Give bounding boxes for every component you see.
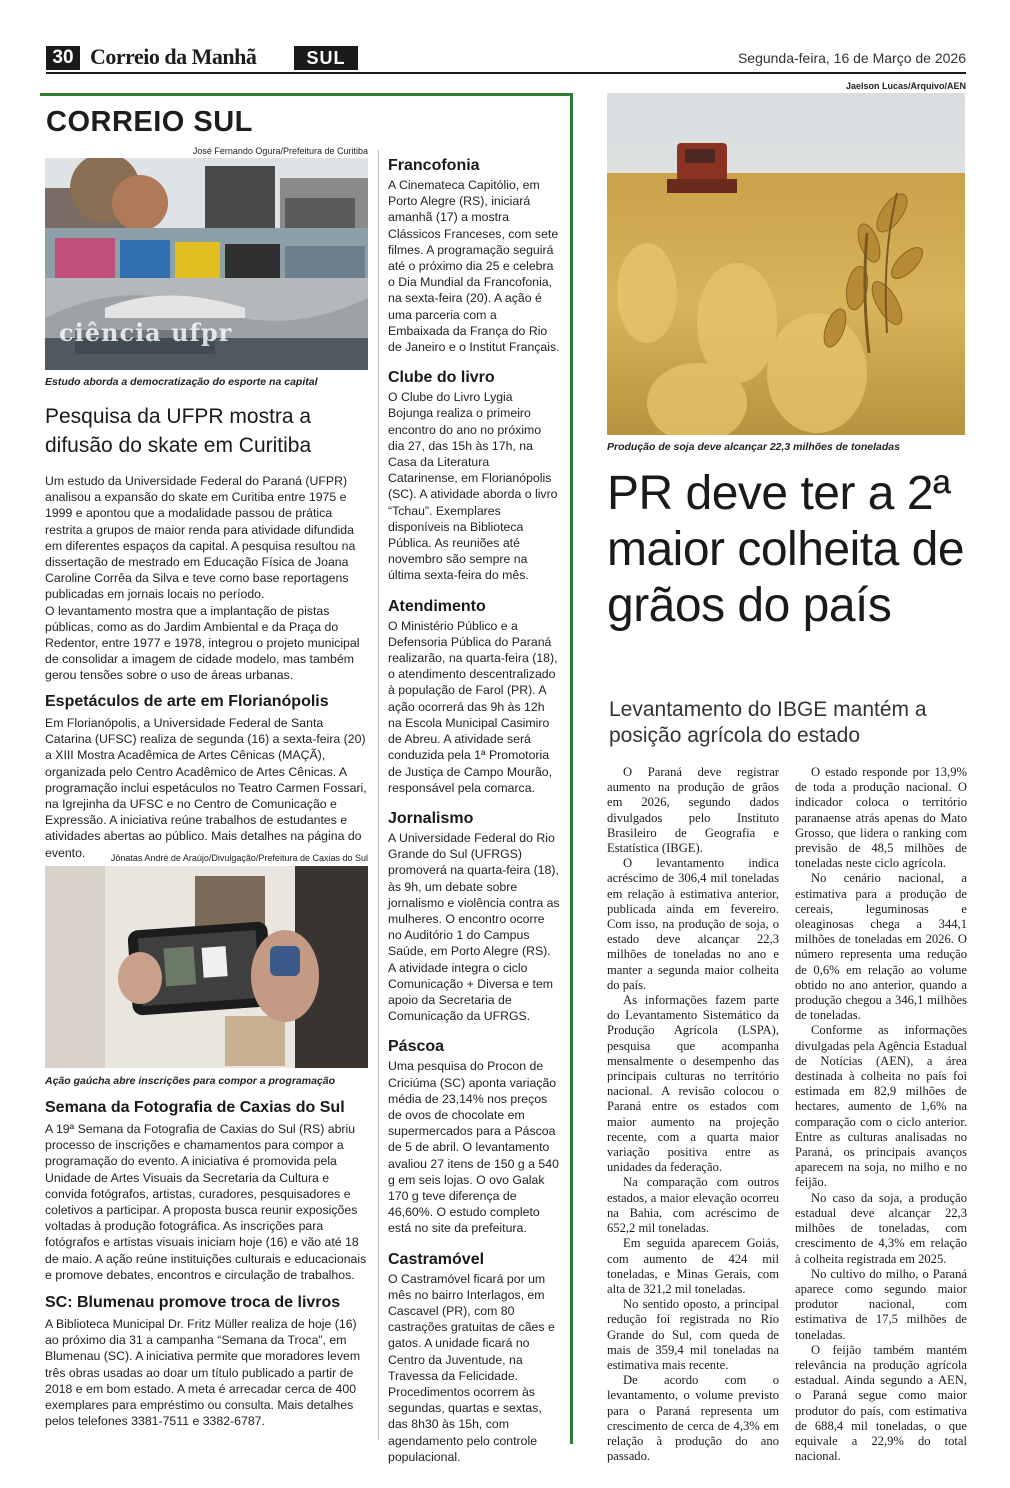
paragraph: No cultivo do milho, o Paraná aparece como segundo maior produtor nacional, com estimativa de 17,5 milhões de toneladas. [795, 1266, 967, 1342]
story-headline: Pesquisa da UFPR mostra a difusão do skate em Curitiba [45, 405, 312, 457]
paragraph: Conforme as informações divulgadas pela Agência Estadual de Notícias (AEN), a área destinada à colheita no país foi estimada em 82,9 milhões de hectares, aumento de 1,6% na comparação com o ciclo anterior. Entre as culturas analisadas no Paraná, os principais avanços aparecem na soja, no milho e no feijão. [795, 1023, 967, 1190]
issue-date: Segunda-feira, 16 de Março de 2026 [737, 50, 966, 66]
ufpr-watermark: ciência ufpr [59, 318, 233, 347]
note-title: Clube do livro [388, 369, 495, 387]
phone-photo-image [45, 866, 368, 1068]
skate-park-photo [45, 158, 368, 370]
note-body: A Universidade Federal do Rio Grande do Sul (UFRGS) promoverá na quarta-feira (18), às 9h, um debate sobre jornalismo e violência contra as mulheres. O encontro ocorre no Auditório 1 do Campus Saúde, em Porto Alegre (RS). A atividade integra o ciclo Comunicação + Diversa e tem apoio da Secretaria de Comunicação da UFRGS. [388, 830, 560, 1024]
photo-caption: Produção de soja deve alcançar 22,3 milhões de toneladas [607, 441, 900, 453]
skate-story-body [45, 473, 370, 684]
subhead: SC: Blumenau promove troca de livros [45, 1294, 341, 1311]
paragraph: Em seguida aparecem Goiás, com aumento de 424 mil toneladas, e Minas Gerais, com alta de 321,2 mil toneladas. [607, 1236, 779, 1296]
floripa-body: Em Florianópolis, a Universidade Federal de Santa Catarina (UFSC) realiza de segunda (16) a sexta-feira (20) a XIII Mostra Acadêmica de Artes Cênicas (MAÇÃ), organizada pelo Centro Acadêmico de Artes Cênicas. A programação inclui espetáculos no Teatro Carmen Fossari, na Igrejinha da UFSC e no Centro de Comunicação e Expressão. A iniciativa reúne trabalhos de estudantes e atividades abertas ao público. Mais detalhes na página do evento. [45, 716, 367, 860]
paragraph: No sentido oposto, a principal redução foi registrada no Rio Grande do Sul, com queda de mais de 359,4 mil toneladas na estimativa mais recente. [607, 1297, 779, 1372]
paragraph: De acordo com o levantamento, o volume previsto para o Paraná representa um crescimento de cerca de 4,3% em relação à produção do ano passado. [607, 1373, 779, 1464]
note-body: O Castramóvel ficará por um mês no bairro Interlagos, em Cascavel (PR), com 80 castrações gratuitas de cães e gatos. A unidade ficará no Centro da Juventude, na Travessa da Felicidade. Procedimentos ocorrem às segundas, quartas e sextas, das 8h30 às 15h, com agendamento pelo controle populacional. [388, 1271, 555, 1464]
soy-field-image [607, 93, 965, 435]
paragraph: O levantamento indica acréscimo de 306,4 mil toneladas em relação à estimativa anterior, publicada ainda em fevereiro. Com isso, na produção de soja, o estado deve alcançar 22,3 milhões de toneladas no ano e manter a segunda maior colheita do país. [607, 856, 779, 992]
paragraph: No caso da soja, a produção estadual deve alcançar 22,3 milhões de toneladas, com crescimento de 4,3% em relação à colheita registrada em 2025. [795, 1190, 967, 1266]
photo-credit: Jaelson Lucas/Arquivo/AEN [845, 81, 966, 91]
column-divider [378, 150, 379, 1440]
note-title: Atendimento [388, 597, 486, 615]
newspaper-brand: Correio da Manhã [90, 44, 257, 69]
note-title: Páscoa [388, 1038, 445, 1056]
blumenau-body: A Biblioteca Municipal Dr. Fritz Müller realiza de hoje (16) ao próximo dia 31 a campanha “Semana da Troca”, em Blumenau (SC). A iniciativa permite que moradores levem três obras usadas ao doar um título publicado a partir de 2018 e em bom estado. A meta é arrecadar cerca de 400 exemplares para empréstimo ou consulta. Mais detalhes pelos telefones 3381-7511 e 3382-6787. [45, 1317, 361, 1429]
main-deck: Levantamento do IBGE mantém a posição agrícola do estado [609, 698, 927, 747]
soy-field-photo [607, 93, 965, 435]
note-body: Uma pesquisa do Procon de Criciúma (SC) aponta variação média de 23,14% nos preços de ovos de chocolate em supermercados para a Páscoa de 5 de abril. O levantamento avaliou 27 itens de 150 g a 540 g em seis lojas. O ovo Galak 170 g teve diferença de 46,60%. O estudo completo está no site da prefeitura. [388, 1059, 559, 1236]
header-rule [46, 72, 966, 74]
note-body: O Clube do Livro Lygia Bojunga realiza o primeiro encontro do ano no próximo dia 27, das 15h às 17h, na Casa da Literatura Catarinense, em Florianópolis (SC). A atividade aborda o livro “Tchau”. Exemplares disponíveis na Biblioteca Pública. As reuniões até novembro são sempre na última sexta-feira do mês. [388, 390, 558, 583]
subhead: Espetáculos de arte em Florianópolis [45, 693, 329, 710]
note-body: A Cinemateca Capitólio, em Porto Alegre (RS), iniciará amanhã (17) a mostra Clássicos Franceses, com sete filmes. A programação seguirá até o próximo dia 25 e celebra o Dia Mundial da Francofonia, na sexta-feira (20). A ação é uma parceria com a Embaixada da França do Rio de Janeiro e o Institut Français. [388, 178, 560, 355]
paragraph: O estado responde por 13,9% de toda a produção nacional. O indicador coloca o território paranaense atrás apenas do Mato Grosso, que lidera o ranking com previsão de 48,5 milhões de toneladas neste ciclo agrícola. [795, 765, 967, 871]
story-column-2 [795, 765, 967, 1464]
page-number: 30 [46, 46, 80, 70]
note-title: Castramóvel [388, 1250, 485, 1268]
paragraph: O Paraná deve registrar aumento na produção de grãos em 2026, segundo dados divulgados pelo Instituto Brasileiro de Geografia e Estatística (IBGE). [607, 765, 779, 856]
paragraph: No cenário nacional, a estimativa para a produção de cereais, leguminosas e oleaginosas chega a 344,1 milhões de toneladas em 2026. O número representa uma redução de 0,6% em relação ao volume obtido no ano anterior, quando a produção chegou a 346,1 milhões de toneladas. [795, 871, 967, 1023]
foto-body: A 19ª Semana da Fotografia de Caxias do Sul (RS) abriu processo de inscrições e chamamentos para compor a programação do evento. A iniciativa é promovida pela Unidade de Artes Visuais da Secretaria da Cultura e convida fotógrafos, artistas, curadores, pesquisadores e coletivos a participar. A proposta busca reunir exposições voltadas à produção fotográfica. As inscrições para fotógrafos e artistas visuais iniciam hoje (16) e vão até 18 de maio. A ação reúne instituições culturais e educacionais e promove debates, encontros e circulação de trabalhos. [45, 1122, 367, 1282]
section-tag: SUL [294, 46, 358, 70]
notes-column [388, 157, 560, 1479]
note-title: Jornalismo [388, 809, 474, 827]
paragraph: Na comparação com outros estados, a maior elevação ocorreu na Bahia, com acréscimo de 652,2 mil toneladas. [607, 1175, 779, 1236]
main-headline: PR deve ter a 2ª maior colheita de grãos do país [607, 467, 965, 632]
note-body: O Ministério Público e a Defensoria Pública do Paraná realizarão, na quarta-feira (18), o atendimento descentralizado à população de Farol (PR). A ação ocorrerá das 9h às 12h na Escola Municipal Casimiro de Abreu. A atividade será conduzida pela 1ª Promotoria de Justiça de Campo Mourão, responsável pela comarca. [388, 618, 558, 795]
photo-credit: José Fernando Ogura/Prefeitura de Curitiba [192, 146, 368, 156]
subhead: Semana da Fotografia de Caxias do Sul [45, 1099, 345, 1116]
note-title: Francofonia [388, 157, 480, 174]
section-title: CORREIO SUL [46, 106, 253, 138]
paragraph: O feijão também mantém relevância na produção agrícola estadual. Ainda segundo a AEN, o Paraná segue como maior produtor do país, com estimativa de 688,4 mil toneladas, o que equivale a 22,9% do total nacional. [795, 1342, 967, 1464]
paragraph: Um estudo da Universidade Federal do Paraná (UFPR) analisou a expansão do skate em Curitiba entre 1975 e 1999 e apontou que a modalidade passou de prática restrita a grupos de maior renda para atividade difundida em diferentes espaços da capital. A pesquisa resultou na dissertação de mestrado em Educação Física de Joana Caroline Corrêa da Silva e teve como base reportagens publicadas em jornais locais no período. [45, 474, 356, 602]
photo-credit: Jônatas André de Araújo/Divulgação/Prefeitura de Caxias do Sul [110, 853, 368, 863]
photo-caption: Ação gaúcha abre inscrições para compor a programação [45, 1075, 336, 1087]
photography-photo [45, 866, 368, 1068]
photo-caption: Estudo aborda a democratização do esporte na capital [45, 376, 318, 388]
story-column-1 [607, 765, 779, 1464]
paragraph: As informações fazem parte do Levantamento Sistemático da Produção Agrícola (LSPA), pesquisa que acompanha mensalmente o desempenho das principais culturas no território nacional. A revisão colocou o Paraná entre os estados com maior aumento na projeção recente, com a quarta maior variação positiva entre as unidades da federação. [607, 993, 779, 1175]
paragraph: O levantamento mostra que a implantação de pistas públicas, como as do Jardim Ambiental e da Praça do Redentor, entre 1977 e 1978, integrou o projeto municipal de consolidar a imagem de cidade modelo, mas também gerou tensões sobre o uso de áreas urbanas. [45, 603, 360, 683]
